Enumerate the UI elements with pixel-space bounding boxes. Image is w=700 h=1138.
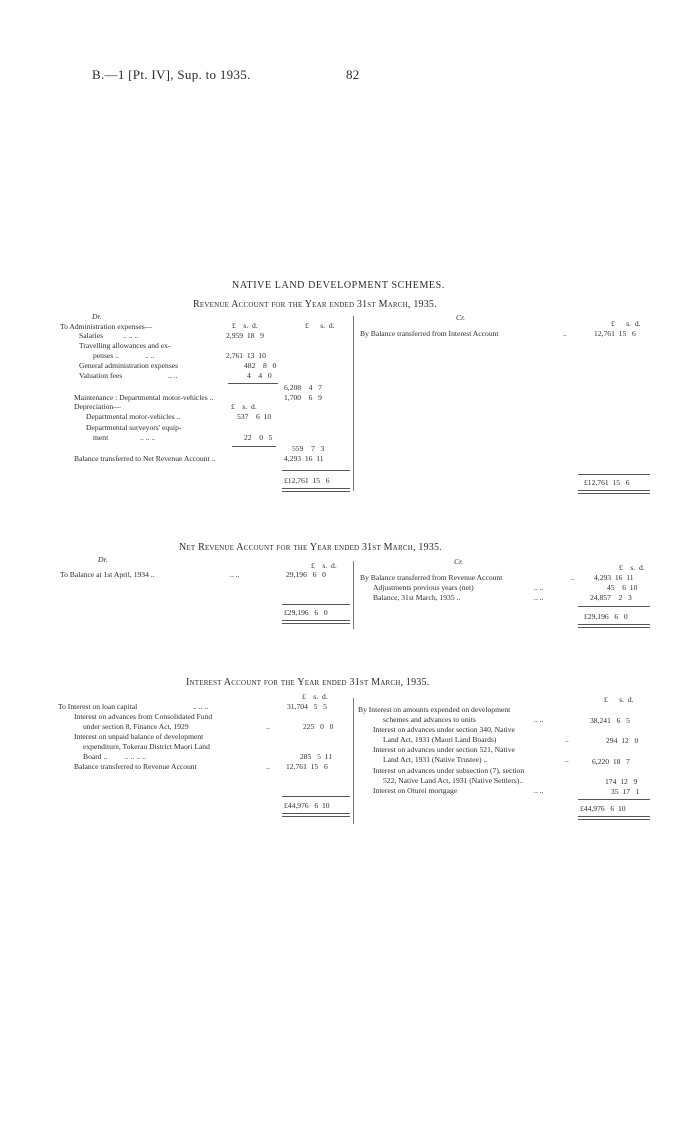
- leader-dots: .. ..: [534, 786, 544, 795]
- interest-cr-total-rule: [578, 799, 650, 800]
- net-revenue-cr-line1: By Balance transferred from Revenue Account: [360, 573, 503, 582]
- interest-dr-line3c: Board ..: [83, 752, 108, 761]
- revenue-travel-line2: penses ..: [93, 351, 119, 360]
- leader-dots: ..: [565, 735, 569, 744]
- interest-cr-line4a: Interest on advances under subsection (7), section: [373, 766, 525, 775]
- leader-dots: .. ..: [534, 593, 544, 602]
- revenue-balance-amount: 4,293 16 11: [284, 454, 324, 463]
- interest-dr-line3b: expenditure, Tokerau District Maori Land: [83, 742, 210, 751]
- leader-dots: ..: [565, 755, 569, 764]
- net-revenue-dr-total: £29,196 6 0: [284, 608, 328, 617]
- leader-dots: .. .. .. ..: [125, 752, 146, 761]
- net-revenue-dr-line: To Balance at 1st April, 1934 ..: [60, 570, 155, 579]
- interest-cr1-amount: 38,241 6 5: [590, 716, 630, 725]
- revenue-maintenance-amount: 1,700 6 9: [284, 393, 322, 402]
- leader-dots: .. ..: [145, 351, 155, 360]
- revenue-surveyors-amount: 22 0 5: [244, 433, 273, 442]
- net-revenue-dr-label: Dr.: [98, 555, 108, 564]
- interest-cr-line4b: 522, Native Land Act, 1931 (Native Settlers)..: [383, 776, 524, 785]
- revenue-surveyors-line2: ment: [93, 433, 109, 442]
- interest-cr3-amount: 6,220 18 7: [592, 757, 630, 766]
- interest-cr-line2a: Interest on advances under section 340, Native: [373, 725, 515, 734]
- revenue-cr-total-rule: [578, 474, 650, 475]
- revenue-depr-rule: [232, 446, 276, 447]
- interest-dr-total-rule: [282, 796, 350, 797]
- net-revenue-cr-total-rule: [578, 606, 650, 607]
- interest-column-divider: [353, 698, 354, 824]
- revenue-account-title: Revenue Account for the Year ended 31st March, 1935.: [193, 299, 437, 310]
- revenue-col-a-header: £ s. d.: [232, 321, 258, 330]
- interest-cr-line1b: schemes and advances to units: [383, 715, 476, 724]
- net-revenue-cr-double-rule: [578, 624, 650, 628]
- leader-dots: ..: [571, 573, 575, 582]
- leader-dots: ..: [266, 762, 270, 771]
- revenue-motor-vehicles: Departmental motor-vehicles ..: [86, 412, 181, 421]
- revenue-valuation: Valuation fees: [79, 371, 123, 380]
- leader-dots: ..: [563, 329, 567, 338]
- interest-cr-line3b: Land Act, 1931 (Native Trustee) ..: [383, 755, 488, 764]
- interest-dr3-amount: 285 5 11: [300, 752, 332, 761]
- interest-cr-line2b: Land Act, 1931 (Maori Land Boards): [383, 735, 497, 744]
- interest-cr-line3a: Interest on advances under section 521, Native: [373, 745, 515, 754]
- main-title: NATIVE LAND DEVELOPMENT SCHEMES.: [232, 280, 445, 291]
- interest-dr-total: £44,976 6 10: [284, 801, 330, 810]
- revenue-travel-amount: 2,761 13 10: [226, 351, 266, 360]
- net-revenue-column-divider: [353, 561, 354, 629]
- interest-cr4-amount: 174 12 9: [605, 777, 638, 786]
- revenue-motor-vehicles-amount: 537 6 10: [237, 412, 272, 421]
- leader-dots: .. .. ..: [193, 702, 209, 711]
- revenue-depreciation-heading: Depreciation—: [74, 402, 121, 411]
- net-revenue-cr1-amount: 4,293 16 11: [594, 573, 634, 582]
- revenue-cr-amount: 12,761 15 6: [594, 329, 636, 338]
- interest-cr-line5: Interest on Oturei mortgage: [373, 786, 458, 795]
- revenue-column-divider: [353, 316, 354, 491]
- interest-dr-line3a: Interest on unpaid balance of development: [74, 732, 204, 741]
- interest-dr-line2b: under section 8, Finance Act, 1929: [83, 722, 189, 731]
- net-revenue-title: Net Revenue Account for the Year ended 31st March, 1935.: [179, 542, 442, 553]
- interest-dr-line1: To Interest on loan capital: [58, 702, 138, 711]
- revenue-admin-heading: To Administration expenses—: [60, 322, 153, 331]
- leader-dots: .. ..: [534, 715, 544, 724]
- revenue-valuation-amount: 4 4 0: [247, 371, 272, 380]
- interest-dr-line2a: Interest on advances from Consolidated Fund: [74, 712, 213, 721]
- interest-cr5-amount: 35 17 1: [611, 787, 640, 796]
- net-revenue-dr-double-rule: [282, 620, 350, 624]
- revenue-subtotal-rule: [228, 383, 278, 384]
- revenue-maintenance: Maintenance : Departmental motor-vehicles ..: [74, 393, 214, 402]
- revenue-dr-double-rule: [282, 488, 350, 492]
- revenue-depreciation-total: 559 7 3: [292, 444, 325, 453]
- interest-dr2-amount: 225 0 0: [303, 722, 334, 731]
- net-revenue-dr-amount: 29,196 6 0: [286, 570, 326, 579]
- page-number: 82: [346, 67, 360, 82]
- revenue-salaries: Salaries: [79, 331, 104, 340]
- leader-dots: .. ..: [534, 583, 544, 592]
- interest-cr-col-header: £ s. d.: [604, 695, 634, 704]
- revenue-salaries-amount: 2,959 18 9: [226, 331, 264, 340]
- interest-dr-line4: Balance transferred to Revenue Account: [74, 762, 197, 771]
- net-revenue-cr-col-header: £ s. d.: [619, 563, 645, 572]
- net-revenue-cr-line3: Balance, 31st March, 1935 ..: [373, 593, 461, 602]
- revenue-surveyors-line1: Departmental surveyors' equip-: [86, 423, 182, 432]
- revenue-depreciation-col-header: £ s. d.: [231, 402, 257, 411]
- revenue-balance-transferred: Balance transferred to Net Revenue Account ..: [74, 454, 216, 463]
- net-revenue-cr-total: £29,196 6 0: [584, 612, 628, 621]
- revenue-general: General administration expenses: [79, 361, 179, 370]
- interest-dr-col-header: £ s. d.: [302, 692, 328, 701]
- revenue-dr-total-rule: [282, 470, 350, 471]
- interest-account-title: Interest Account for the Year ended 31st March, 1935.: [186, 677, 430, 688]
- revenue-cr-total: £12,761 15 6: [584, 478, 630, 487]
- revenue-col-b-header: £ s. d.: [305, 321, 335, 330]
- leader-dots: ..: [266, 722, 270, 731]
- revenue-cr-line: By Balance transferred from Interest Account: [360, 329, 499, 338]
- revenue-general-amount: 482 8 0: [244, 361, 277, 370]
- revenue-dr-label: Dr.: [92, 312, 102, 321]
- leader-dots: .. ..: [168, 371, 178, 380]
- revenue-cr-double-rule: [578, 490, 650, 494]
- interest-cr-line1a: By Interest on amounts expended on development: [358, 705, 511, 714]
- net-revenue-cr2-amount: 45 6 10: [607, 583, 638, 592]
- revenue-admin-total: 6,208 4 7: [284, 383, 322, 392]
- interest-dr1-amount: 31,704 5 5: [287, 702, 327, 711]
- leader-dots: .. .. ..: [140, 433, 156, 442]
- net-revenue-cr3-amount: 24,857 2 3: [590, 593, 632, 602]
- leader-dots: .. ..: [230, 570, 240, 579]
- revenue-dr-total: £12,761 15 6: [284, 476, 330, 485]
- interest-cr-double-rule: [578, 816, 650, 820]
- leader-dots: .. .. ..: [123, 331, 139, 340]
- interest-cr-total: £44,976 6 10: [580, 804, 626, 813]
- revenue-col-cr-header: £ s. d.: [611, 319, 641, 328]
- revenue-cr-label: Cr.: [456, 313, 466, 322]
- net-revenue-dr-col-header: £ s. d.: [311, 561, 337, 570]
- interest-dr-double-rule: [282, 813, 350, 817]
- interest-cr2-amount: 294 12 0: [606, 736, 639, 745]
- page-header-ref: B.—1 [Pt. IV], Sup. to 1935.: [92, 67, 251, 82]
- interest-dr4-amount: 12,761 15 6: [286, 762, 328, 771]
- revenue-travel-line1: Travelling allowances and ex-: [79, 341, 171, 350]
- net-revenue-cr-label: Cr.: [454, 557, 464, 566]
- net-revenue-cr-line2: Adjustments previous years (net): [373, 583, 474, 592]
- net-revenue-dr-total-rule: [282, 604, 350, 605]
